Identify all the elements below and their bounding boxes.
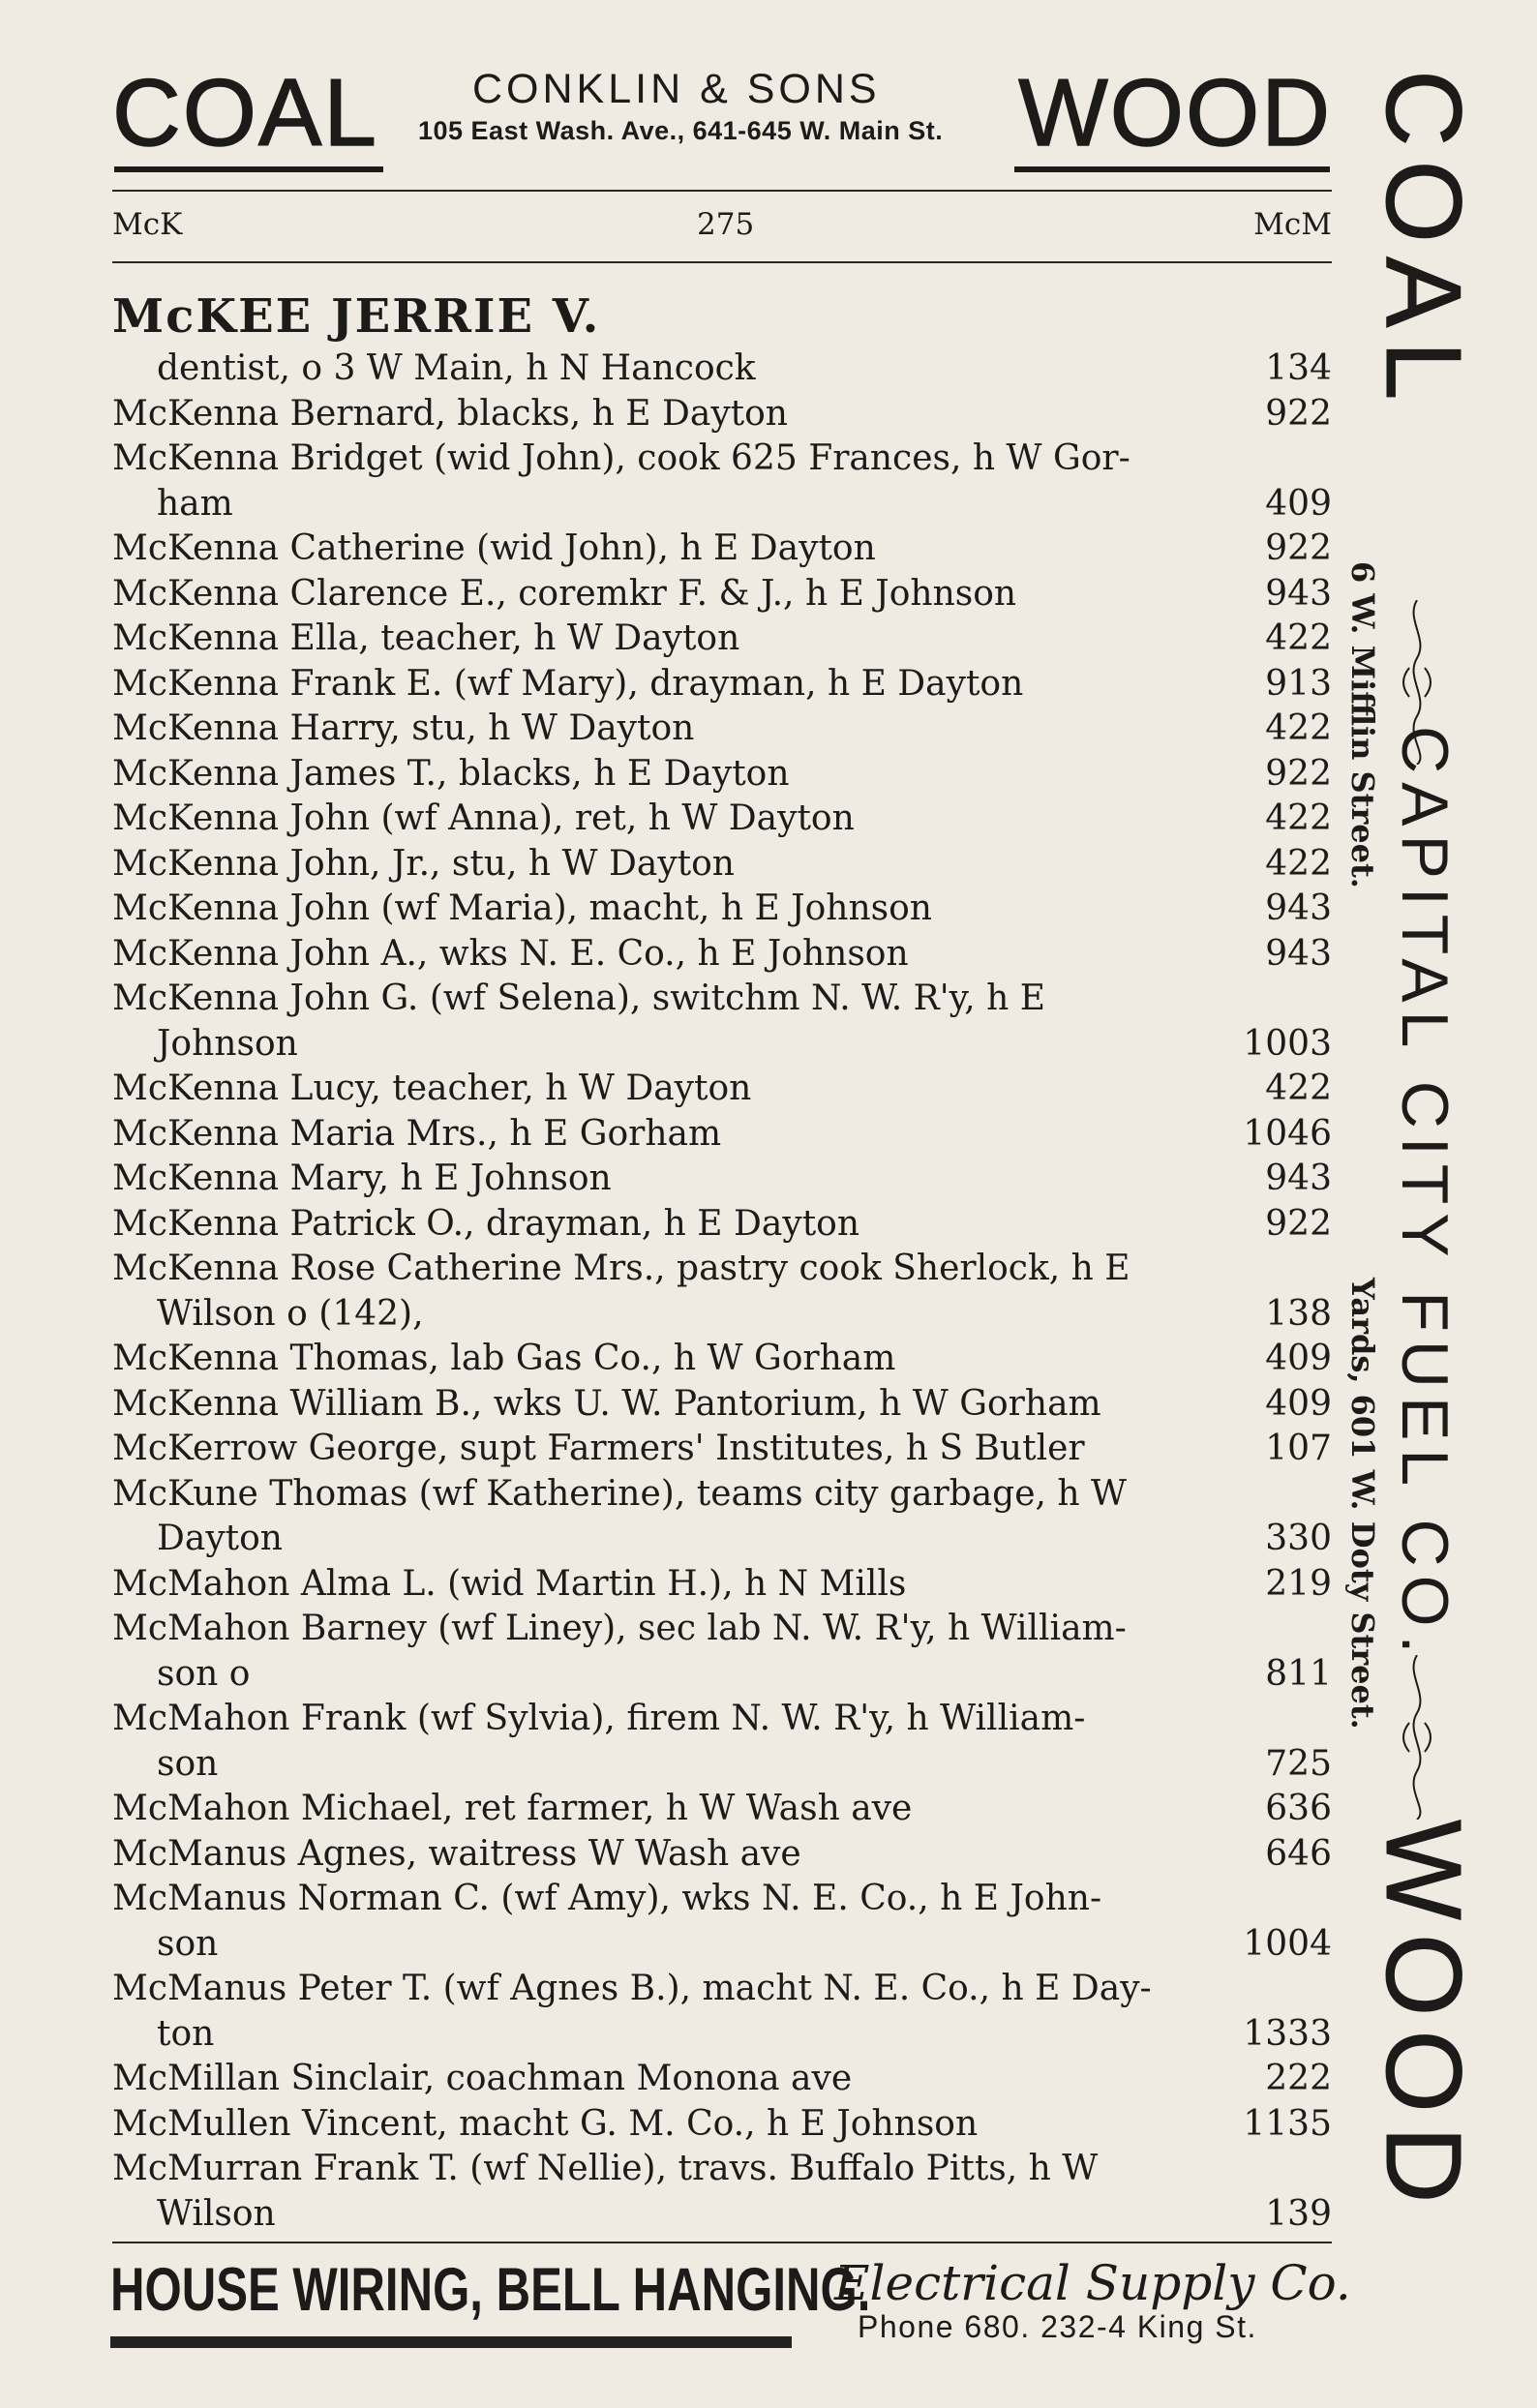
entry-line: McKenna Rose Catherine Mrs., pastry cook Sherlock, h E: [112, 1249, 1130, 1288]
side-address-mifflin: 6 W. Mifflin Street.: [1344, 561, 1381, 888]
entry-line: McKenna Harry, stu, h W Dayton: [112, 708, 695, 748]
directory-entry: [112, 1877, 1332, 1967]
entry-line: McKenna Bridget (wid John), cook 625 Frances, h W Gor-: [112, 438, 1130, 478]
entry-number: 409: [1265, 1383, 1332, 1424]
entry-number: 409: [1265, 1339, 1332, 1378]
directory-entry: [112, 752, 1332, 798]
directory-entry: [112, 707, 1332, 752]
running-head-right: McM: [1253, 207, 1332, 242]
directory-entry: [112, 572, 1332, 617]
entry-line: McKenna Patrick O., drayman, h E Dayton: [112, 1203, 860, 1244]
entry-line: Wilson: [157, 2193, 276, 2234]
entry-line: McKenna John A., wks N. E. Co., h E Johnson: [112, 933, 909, 974]
directory-entry: [112, 797, 1332, 842]
directory-entry: [112, 1427, 1332, 1472]
page-number: 275: [697, 207, 755, 242]
entry-line: ton: [157, 2013, 215, 2054]
entry-line: McManus Norman C. (wf Amy), wks N. E. Co., h E John-: [112, 1879, 1102, 1918]
entry-number: 107: [1265, 1429, 1332, 1468]
running-head-left: McK: [112, 207, 183, 242]
entry-number: 811: [1265, 1653, 1332, 1694]
entry-line: McManus Peter T. (wf Agnes B.), macht N. E. Co., h E Day-: [112, 1969, 1152, 2008]
entry-number: 1135: [1243, 2103, 1332, 2144]
entry-line: McKenna Catherine (wid John), h E Dayton: [112, 528, 876, 568]
directory-entry: [112, 1157, 1332, 1202]
entry-number: 1046: [1243, 1113, 1332, 1154]
entry-line: McMillan Sinclair, coachman Monona ave: [112, 2059, 853, 2098]
entry-number: 330: [1265, 1519, 1332, 1558]
conklin-address: 105 East Wash. Ave., 641-645 W. Main St.: [418, 116, 944, 145]
entry-line: McMahon Alma L. (wid Martin H.), h N Mills: [112, 1563, 907, 1604]
featured-entry: [112, 346, 1332, 392]
directory-entry: [112, 2102, 1332, 2148]
entry-line: McMahon Frank (wf Sylvia), firem N. W. R'y, h William-: [112, 1699, 1086, 1738]
entry-line: McKenna John (wf Anna), ret, h W Dayton: [112, 798, 855, 838]
entry-line: McMurran Frank T. (wf Nellie), travs. Buffalo Pitts, h W: [112, 2149, 1099, 2188]
entry-number: 139: [1265, 2193, 1332, 2234]
conklin-firm-name: CONKLIN & SONS: [472, 66, 881, 112]
entry-number: 636: [1265, 1789, 1332, 1828]
entry-line: son: [157, 1743, 219, 1784]
directory-entry: [112, 1112, 1332, 1158]
top-advertisement: [112, 59, 1332, 180]
side-coal-heading: COAL: [1364, 70, 1483, 414]
directory-entry: [112, 1247, 1332, 1337]
entry-line: McMahon Barney (wf Liney), sec lab N. W. R'y, h William-: [112, 1609, 1127, 1648]
wood-heading: WOOD: [1018, 59, 1332, 166]
wood-underline: [1014, 166, 1330, 172]
running-head: [112, 203, 1332, 252]
entry-line: McKenna Thomas, lab Gas Co., h W Gorham: [112, 1339, 896, 1378]
side-address-yards: Yards, 601 W. Doty Street.: [1344, 1278, 1381, 1730]
house-wiring-ad: HOUSE WIRING, BELL HANGING.: [110, 2256, 871, 2324]
directory-entry: [112, 392, 1332, 437]
entry-line: McMahon Michael, ret farmer, h W Wash ave: [112, 1789, 913, 1828]
entry-number: 922: [1265, 1203, 1332, 1244]
directory-entry: [112, 1787, 1332, 1832]
entry-line: son o: [157, 1653, 251, 1694]
entry-line: Dayton: [157, 1519, 283, 1558]
directory-entry: [112, 1607, 1332, 1697]
directory-entry: [112, 1337, 1332, 1382]
entry-line: McKenna Maria Mrs., h E Gorham: [112, 1113, 722, 1154]
directory-entry: [112, 1832, 1332, 1878]
entry-line: son: [157, 1923, 219, 1964]
flourish-icon: [1398, 1655, 1436, 1820]
side-wood-heading: WOOD: [1364, 1820, 1483, 2217]
entry-number: 922: [1265, 393, 1332, 434]
entry-line: McKenna William B., wks U. W. Pantorium, h W Gorham: [112, 1383, 1101, 1424]
directory-entry: [112, 842, 1332, 888]
coal-heading: COAL: [112, 59, 378, 166]
entry-line: McKenna Bernard, blacks, h E Dayton: [112, 393, 788, 434]
directory-entry: [112, 1382, 1332, 1428]
coal-underline: [114, 166, 383, 172]
entry-list: [112, 392, 1332, 2238]
entry-line: Johnson: [157, 1023, 298, 1064]
entry-number: 943: [1265, 888, 1332, 928]
directory-listing: [112, 286, 1332, 2237]
header-rule-bottom: [112, 261, 1332, 263]
entry-line: dentist, o 3 W Main, h N Hancock: [157, 348, 756, 388]
directory-entry: [112, 662, 1332, 707]
entry-line: McKenna Ella, teacher, h W Dayton: [112, 618, 740, 658]
entry-line: McKenna Frank E. (wf Mary), drayman, h E Dayton: [112, 663, 1024, 704]
entry-number: 219: [1265, 1563, 1332, 1604]
entry-number: 1004: [1243, 1923, 1332, 1964]
directory-entry: [112, 1967, 1332, 2057]
entry-line: McKenna Lucy, teacher, h W Dayton: [112, 1069, 752, 1108]
entry-number: 922: [1265, 753, 1332, 794]
entry-number: 913: [1265, 663, 1332, 704]
entry-number: 422: [1265, 618, 1332, 658]
entry-line: McKenna John (wf Maria), macht, h E Johnson: [112, 888, 932, 928]
entry-number: 943: [1265, 573, 1332, 614]
directory-entry: [112, 932, 1332, 978]
house-wiring-underline: [110, 2336, 792, 2348]
entry-number: 725: [1265, 1743, 1332, 1784]
entry-number: 134: [1265, 348, 1332, 388]
entry-line: McKune Thomas (wf Katherine), teams city garbage, h W: [112, 1473, 1128, 1514]
entry-number: 943: [1265, 933, 1332, 974]
entry-line: McKenna Clarence E., coremkr F. & J., h E Johnson: [112, 573, 1017, 614]
featured-entry-name: McKEE JERRIE V.: [112, 289, 601, 344]
entry-number: 422: [1265, 798, 1332, 838]
directory-entry: [112, 617, 1332, 662]
directory-entry: [112, 1562, 1332, 1608]
directory-entry: [112, 527, 1332, 572]
capital-city-fuel-name: CAPITAL CITY FUEL CO.: [1388, 726, 1462, 1663]
entry-number: 922: [1265, 528, 1332, 568]
entry-line: ham: [157, 483, 233, 524]
entry-number: 422: [1265, 708, 1332, 748]
entry-number: 409: [1265, 483, 1332, 524]
entry-line: Wilson o (142),: [157, 1293, 424, 1334]
directory-entry: [112, 1067, 1332, 1112]
electrical-supply-name: Electrical Supply Co.: [834, 2255, 1351, 2311]
entry-number: 943: [1265, 1159, 1332, 1198]
entry-line: McMullen Vincent, macht G. M. Co., h E Johnson: [112, 2103, 979, 2144]
directory-entry: [112, 887, 1332, 932]
entry-line: McKerrow George, supt Farmers' Institutes, h S Butler: [112, 1429, 1085, 1468]
entry-number: 222: [1265, 2059, 1332, 2098]
entry-number: 646: [1265, 1833, 1332, 1874]
entry-line: McKenna James T., blacks, h E Dayton: [112, 753, 790, 794]
entry-number: 138: [1265, 1293, 1332, 1334]
directory-entry: [112, 977, 1332, 1067]
directory-entry: [112, 1472, 1332, 1562]
entry-line: McKenna Mary, h E Johnson: [112, 1159, 612, 1198]
directory-entry: [112, 436, 1332, 527]
entry-line: McManus Agnes, waitress W Wash ave: [112, 1833, 801, 1874]
entry-number: 1333: [1243, 2013, 1332, 2054]
entry-number: 422: [1265, 1069, 1332, 1108]
entry-number: 1003: [1243, 1023, 1332, 1064]
entry-line: McKenna John, Jr., stu, h W Dayton: [112, 843, 735, 884]
electrical-supply-address: Phone 680. 232-4 King St.: [858, 2309, 1257, 2344]
side-advertisement: [1345, 58, 1537, 2352]
entry-line: McKenna John G. (wf Selena), switchm N. W. R'y, h E: [112, 978, 1046, 1018]
directory-entry: [112, 2057, 1332, 2102]
directory-entry: [112, 2147, 1332, 2237]
directory-entry: [112, 1697, 1332, 1787]
footer-rule: [112, 2242, 1332, 2243]
header-rule-top: [112, 190, 1332, 192]
entry-number: 422: [1265, 843, 1332, 884]
directory-entry: [112, 1202, 1332, 1248]
